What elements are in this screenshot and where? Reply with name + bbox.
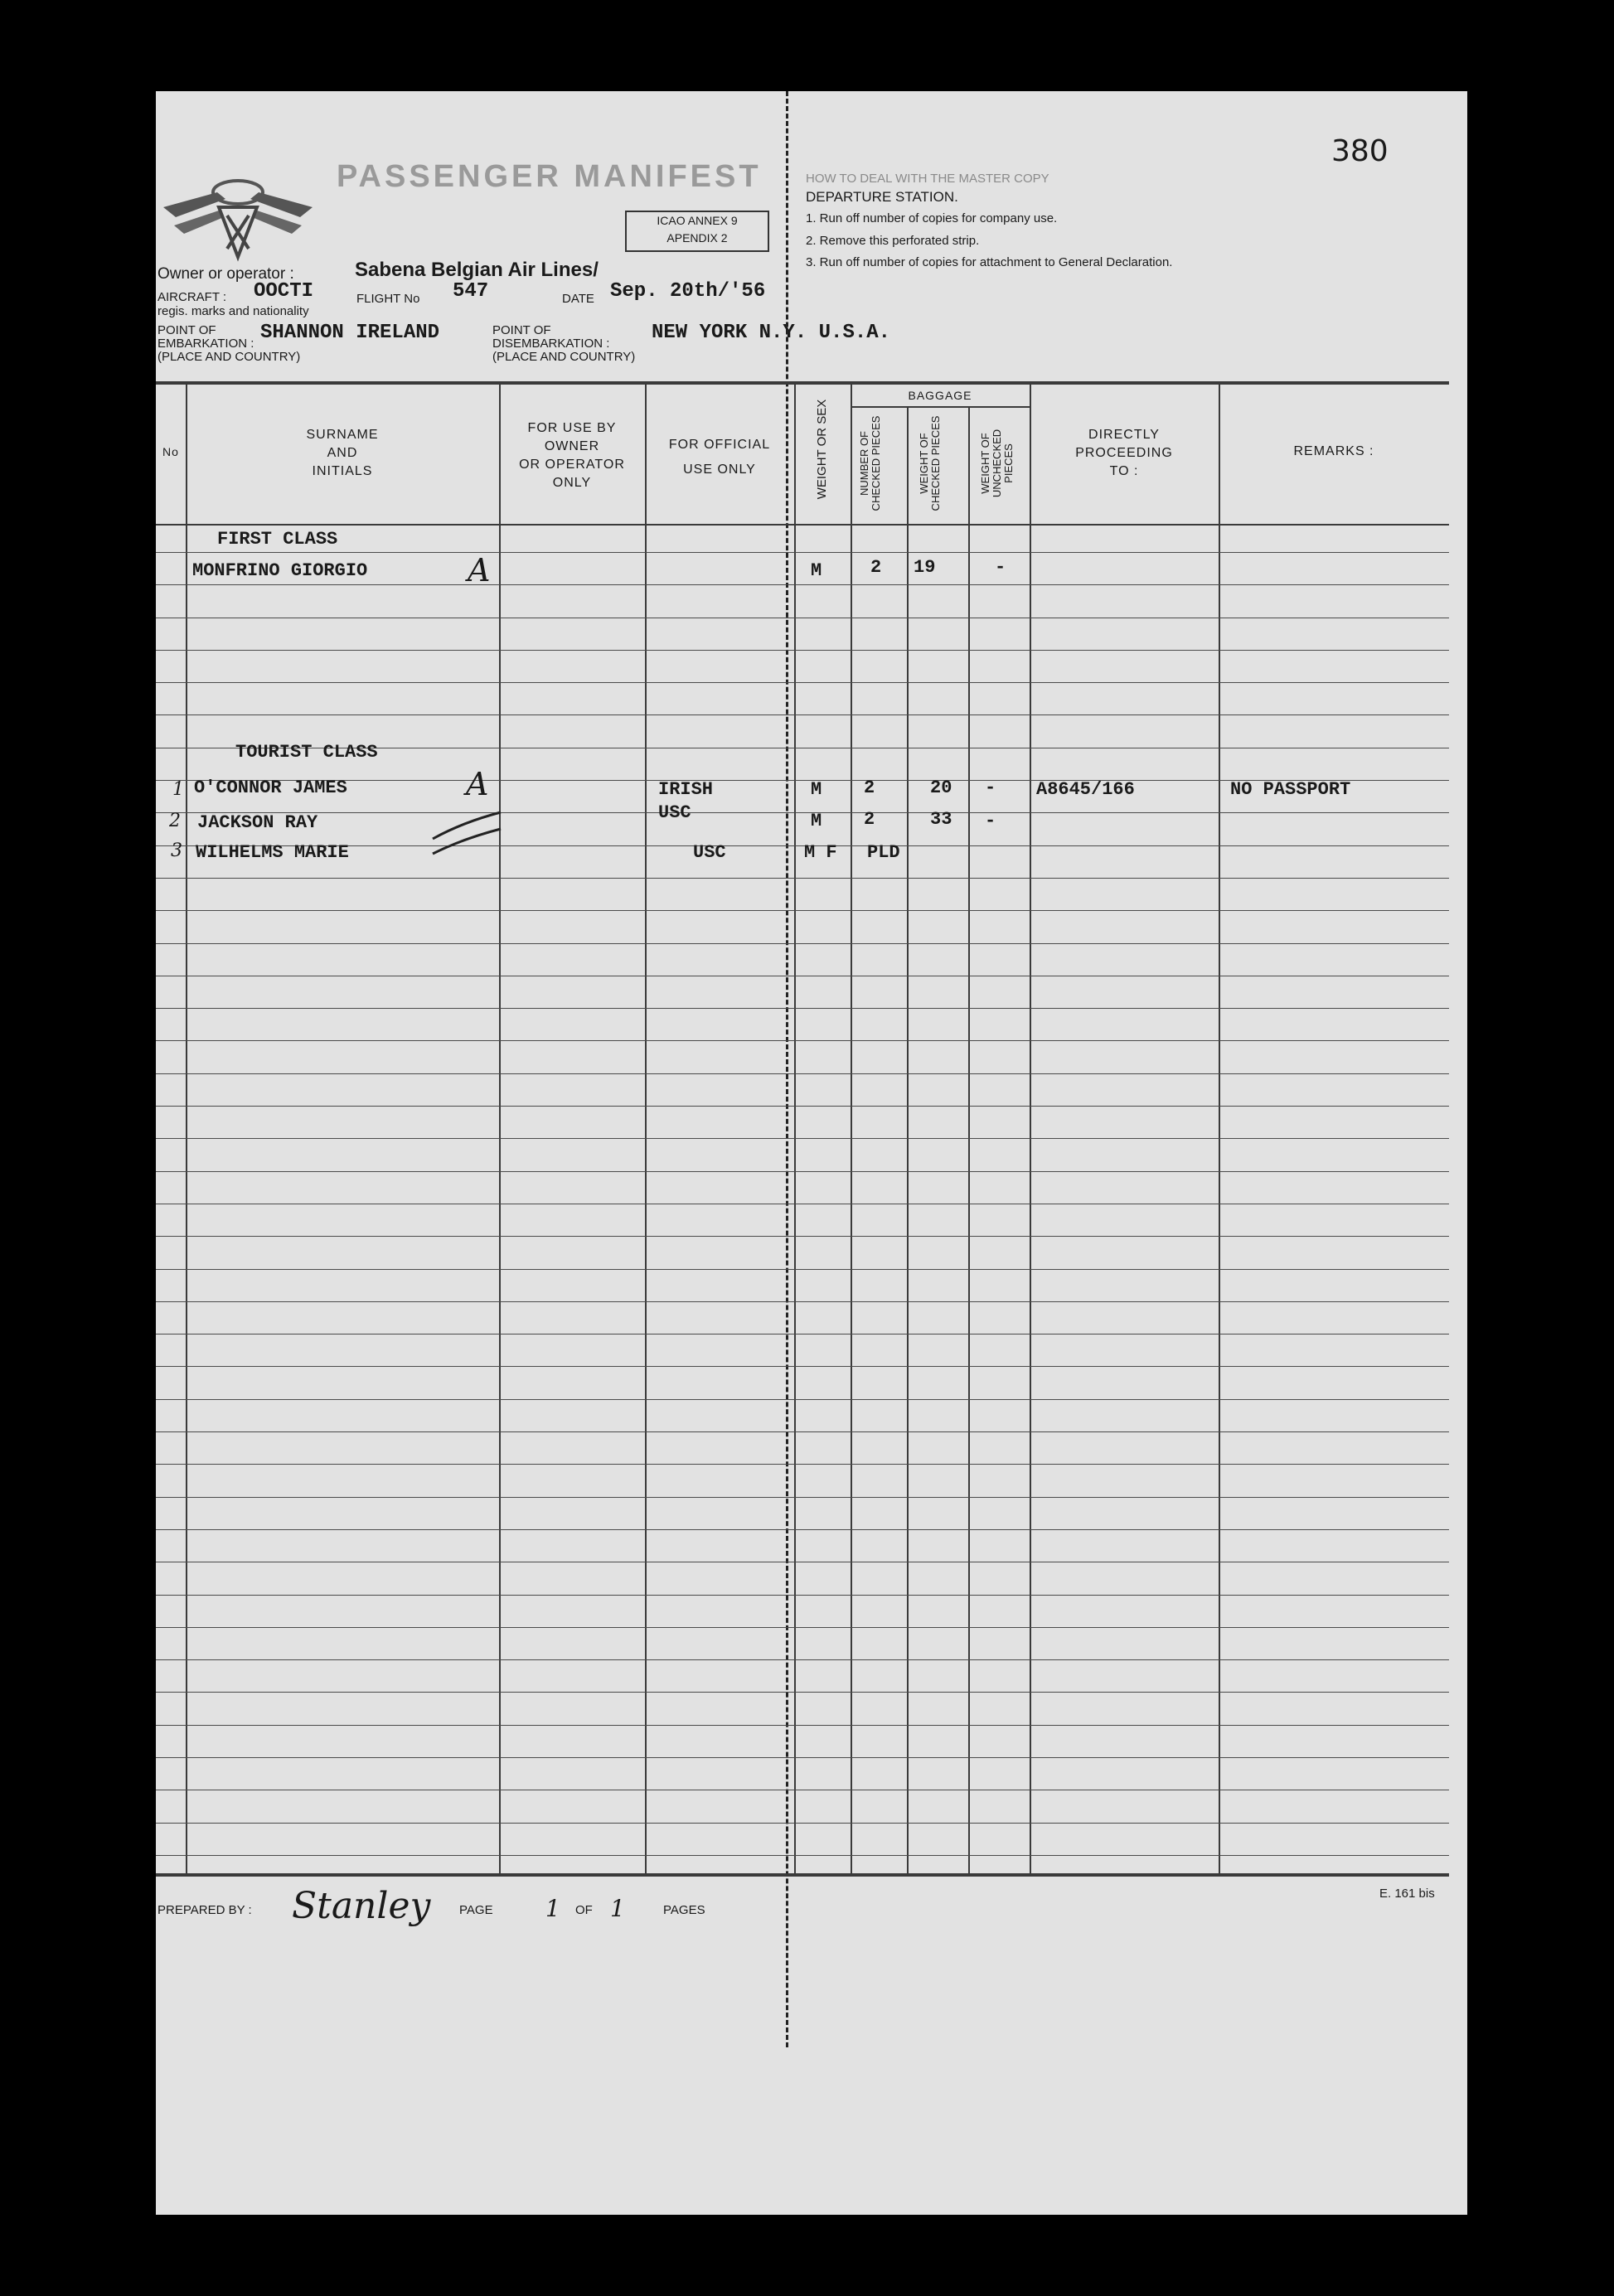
embark-label-3: (PLACE AND COUNTRY) [158, 350, 301, 364]
perforation-line [786, 91, 788, 2047]
instructions-heading: HOW TO DEAL WITH THE MASTER COPY [806, 172, 1049, 186]
row-rule-line [156, 1073, 1449, 1074]
instructions-subheading: DEPARTURE STATION. [806, 189, 958, 205]
embark-value: SHANNON IRELAND [260, 322, 440, 344]
icao-annex-text: ICAO ANNEX 9 [657, 214, 738, 227]
disembark-label-2: DISEMBARKATION : [492, 337, 610, 351]
signature: Stanley [292, 1885, 431, 1927]
row-rule-line [156, 1464, 1449, 1465]
page-current: 1 [545, 1895, 560, 1922]
col-header-remarks: REMARKS : [1293, 444, 1374, 458]
flight-value: 547 [453, 280, 489, 303]
manifest-page [156, 91, 1467, 2215]
col-header-surname-line-3: INITIALS [312, 464, 373, 478]
embark-label-2: EMBARKATION : [158, 337, 254, 351]
col-header-weight-checked: WEIGHT OF CHECKED PIECES [918, 415, 942, 511]
col-header-baggage: BAGGAGE [908, 389, 972, 402]
handwritten-mark: A [466, 766, 489, 802]
disembark-value: NEW YORK N.Y. U.S.A. [652, 322, 891, 344]
col-header-proceeding-line-3: TO : [1109, 464, 1139, 478]
col-header-proceeding-line-1: DIRECTLY [1088, 428, 1160, 442]
owner-label: Owner or operator : [158, 265, 294, 283]
passenger-sex: M [811, 779, 822, 800]
aircraft-label: AIRCRAFT : [158, 290, 227, 304]
row-rule-line [156, 1627, 1449, 1628]
handwritten-mark: A [468, 552, 491, 589]
baggage-group-line [851, 406, 1030, 408]
passenger-sex: M [811, 811, 822, 831]
row-number: 2 [169, 811, 181, 831]
passenger-sex: M F [804, 842, 837, 863]
col-header-owner-line-2: OWNER [544, 439, 600, 453]
col-header-weight-unchecked: WEIGHT OF UNCHECKED PIECES [979, 429, 1015, 498]
row-rule-line [156, 1008, 1449, 1009]
page-total: 1 [610, 1895, 625, 1922]
unchecked-weight: - [985, 811, 996, 831]
col-header-weight-sex: WEIGHT OR SEX [815, 399, 829, 500]
flight-label: FLIGHT No [356, 292, 420, 306]
col-divider-unchecked [1030, 383, 1031, 1873]
instructions-item-2: 2. Remove this perforated strip. [806, 234, 980, 248]
table-bottom-border [156, 1873, 1449, 1877]
row-rule-line [156, 1269, 1449, 1270]
row-rule-line [156, 584, 1449, 585]
date-label: DATE [562, 292, 594, 306]
unchecked-weight: - [985, 777, 996, 798]
row-rule-line [156, 910, 1449, 911]
owner-value: Sabena Belgian Air Lines/ [355, 259, 599, 281]
passenger-name: MONFRINO GIORGIO [192, 560, 368, 581]
row-rule-line [156, 1497, 1449, 1498]
row-rule-line [156, 1236, 1449, 1237]
instructions-item-3: 3. Run off number of copies for attachment to General Declaration. [806, 255, 1173, 269]
icao-reference-box [625, 211, 769, 252]
date-value: Sep. 20th/'56 [610, 280, 766, 303]
row-rule-line [156, 682, 1449, 683]
col-divider-proceeding [1219, 383, 1220, 1873]
row-rule-line [156, 714, 1449, 715]
passenger-name: O'CONNOR JAMES [194, 777, 347, 798]
official-nationality: USC [693, 842, 726, 863]
row-rule-line [156, 845, 1449, 846]
aircraft-value: OOCTI [254, 280, 314, 303]
disembark-label-1: POINT OF [492, 323, 551, 337]
col-divider-official [794, 383, 796, 1873]
remarks-text: NO PASSPORT [1230, 779, 1351, 800]
baggage-weight: 19 [914, 557, 936, 578]
col-divider-sex [851, 383, 852, 1873]
row-rule-line [156, 1757, 1449, 1758]
col-divider-weight [968, 406, 970, 1873]
row-rule-line [156, 1399, 1449, 1400]
col-header-proceeding-line-2: PROCEEDING [1075, 446, 1173, 460]
row-rule-line [156, 552, 1449, 553]
unchecked-weight: - [995, 557, 1006, 578]
col-header-official-line-2: USE ONLY [683, 463, 756, 477]
passenger-name: WILHELMS MARIE [196, 842, 349, 863]
col-divider-num [907, 406, 909, 1873]
official-nationality: IRISH [658, 779, 714, 800]
sabena-logo-icon [159, 174, 317, 265]
col-header-owner-line-4: ONLY [552, 476, 592, 490]
row-rule-line [156, 812, 1449, 813]
row-rule-line [156, 1106, 1449, 1107]
prepared-by-label: PREPARED BY : [158, 1903, 252, 1917]
row-rule-line [156, 1040, 1449, 1041]
row-rule-line [156, 1138, 1449, 1139]
baggage-count: 2 [864, 777, 875, 798]
row-rule-line [156, 878, 1449, 879]
row-rule-line [156, 1301, 1449, 1302]
row-rule-line [156, 650, 1449, 651]
row-rule-line [156, 1659, 1449, 1660]
col-header-owner-line-1: FOR USE BY [527, 421, 617, 435]
col-header-num-checked: NUMBER OF CHECKED PIECES [858, 415, 882, 511]
row-rule-line [156, 1171, 1449, 1172]
table-top-border [156, 381, 1449, 385]
of-label: OF [575, 1903, 593, 1917]
passenger-name: JACKSON RAY [197, 812, 318, 833]
aircraft-sublabel: regis. marks and nationality [158, 304, 309, 318]
row-rule-line [156, 1366, 1449, 1367]
col-header-no: No [162, 445, 179, 458]
form-code: E. 161 bis [1379, 1887, 1435, 1901]
proceeding-to: A8645/166 [1036, 779, 1135, 800]
row-rule-line [156, 1692, 1449, 1693]
col-divider-owner [645, 383, 647, 1873]
pages-label: PAGES [663, 1903, 705, 1917]
col-header-proceeding [1030, 426, 1219, 481]
col-header-owner-use [499, 419, 645, 492]
row-rule-line [156, 943, 1449, 944]
row-number: 1 [172, 779, 184, 800]
official-nationality: USC [658, 802, 691, 823]
row-rule-line [156, 1529, 1449, 1530]
baggage-count: PLD [867, 842, 900, 863]
page-number-stamp: 380 [1331, 134, 1389, 168]
ditto-stroke-icon [429, 806, 504, 855]
section-tourist-class: TOURIST CLASS [235, 742, 378, 763]
col-header-owner-line-3: OR OPERATOR [519, 458, 625, 472]
col-header-surname-line-1: SURNAME [306, 428, 379, 442]
col-header-official-line-1: FOR OFFICIAL [668, 438, 771, 452]
row-rule-line [156, 1431, 1449, 1432]
row-rule-line [156, 1725, 1449, 1726]
baggage-weight: 20 [930, 777, 952, 798]
col-header-surname-line-2: AND [327, 446, 358, 460]
col-header-official [645, 433, 794, 482]
row-rule-line [156, 1595, 1449, 1596]
instructions-item-1: 1. Run off number of copies for company use. [806, 211, 1058, 225]
page-label: PAGE [459, 1903, 493, 1917]
passenger-sex: M [811, 560, 822, 581]
col-header-surname [186, 426, 499, 481]
row-number: 3 [171, 840, 182, 861]
embark-label-1: POINT OF [158, 323, 216, 337]
icao-appendix-text: APENDIX 2 [666, 231, 728, 245]
row-rule-line [156, 1855, 1449, 1856]
baggage-weight: 33 [930, 809, 952, 830]
section-first-class: FIRST CLASS [217, 529, 338, 550]
manifest-title: PASSENGER MANIFEST [337, 159, 762, 194]
disembark-label-3: (PLACE AND COUNTRY) [492, 350, 636, 364]
table-header-bottom-border [156, 524, 1449, 526]
baggage-count: 2 [864, 809, 875, 830]
row-rule-line [156, 1823, 1449, 1824]
col-divider-no [186, 383, 187, 1873]
col-divider-surname [499, 383, 501, 1873]
baggage-count: 2 [870, 557, 882, 578]
